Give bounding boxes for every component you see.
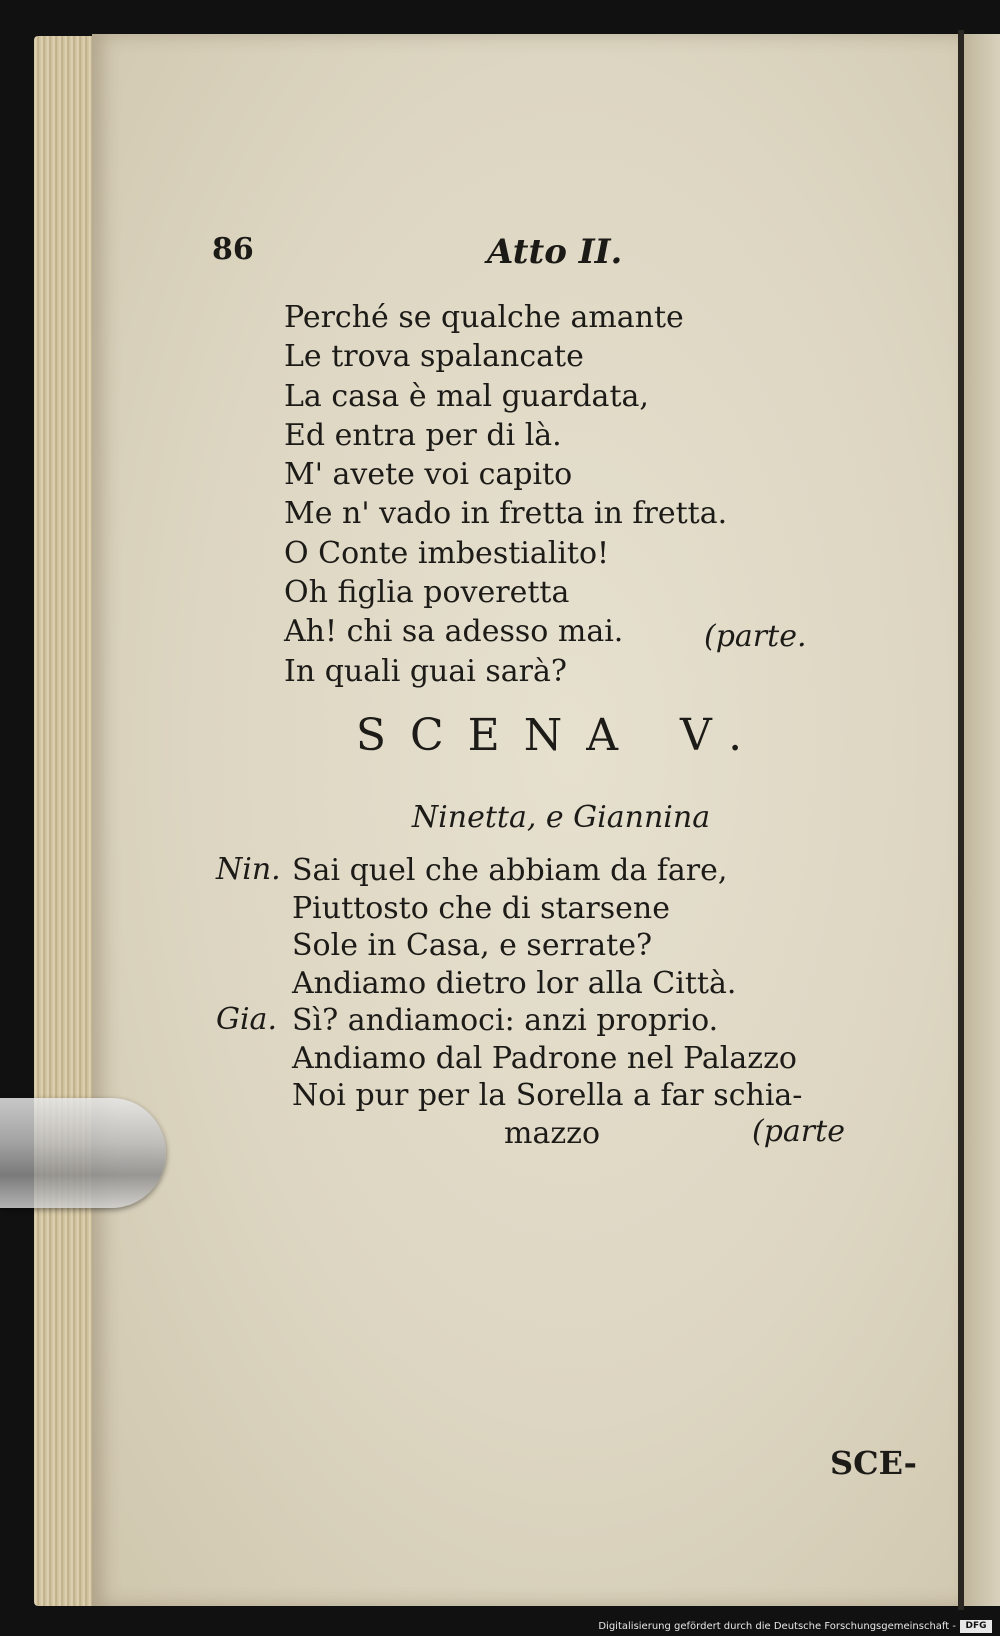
scene-title: SCENA V. — [355, 710, 767, 761]
speech-line: Piuttosto che di starsene — [292, 890, 670, 926]
speech-lines — [292, 1002, 802, 1152]
verse-line: In quali guai sarà? — [284, 653, 567, 689]
speech-line: Noi pur per la Sorella a far schia- — [292, 1078, 803, 1113]
verse-line: La casa è mal guardata, — [284, 378, 649, 414]
speech-lines — [292, 852, 736, 1002]
speech-line: mazzo — [504, 1115, 601, 1151]
verse-line: Ed entra per di là. — [284, 417, 562, 453]
verse-block — [284, 298, 727, 691]
running-head: Atto II. — [487, 232, 623, 272]
speech-line: Sai quel che abbiam da fare, — [292, 853, 728, 888]
speech-line: Andiamo dietro lor alla Città. — [292, 965, 737, 1001]
verse-line: Le trova spalancate — [284, 339, 584, 375]
verse-line: Ah! chi sa adesso mai. — [284, 614, 624, 650]
digitization-credit: Digitalisierung gefördert durch die Deutsche Forschungsgemeinschaft - — [598, 1621, 956, 1632]
speech-line: Andiamo dal Padrone nel Palazzo — [292, 1040, 797, 1076]
catchword: SCE- — [830, 1444, 917, 1482]
stage-direction-exit: (parte. — [704, 619, 807, 654]
page-number: 86 — [212, 232, 254, 267]
scene-characters: Ninetta, e Giannina — [411, 800, 711, 835]
verse-line: Me n' vado in fretta in fretta. — [284, 496, 728, 532]
book-page — [92, 34, 960, 1606]
speaker-label: Gia. — [216, 1002, 277, 1037]
speech-line: Sì? andiamoci: anzi proprio. — [292, 1003, 719, 1038]
stage-direction-exit: (parte — [752, 1114, 845, 1149]
verse-line: M' avete voi capito — [284, 457, 573, 493]
speaker-label: Nin. — [216, 852, 281, 887]
verse-line: O Conte imbestialito! — [284, 535, 610, 571]
speech-line: Sole in Casa, e serrate? — [292, 928, 653, 963]
dfg-logo: DFG — [960, 1620, 992, 1633]
verse-line: Oh figlia poveretta — [284, 575, 570, 611]
facing-page-edge — [964, 34, 1000, 1606]
verse-line: Perché se qualche amante — [284, 300, 684, 335]
glass-clip — [0, 1098, 166, 1208]
